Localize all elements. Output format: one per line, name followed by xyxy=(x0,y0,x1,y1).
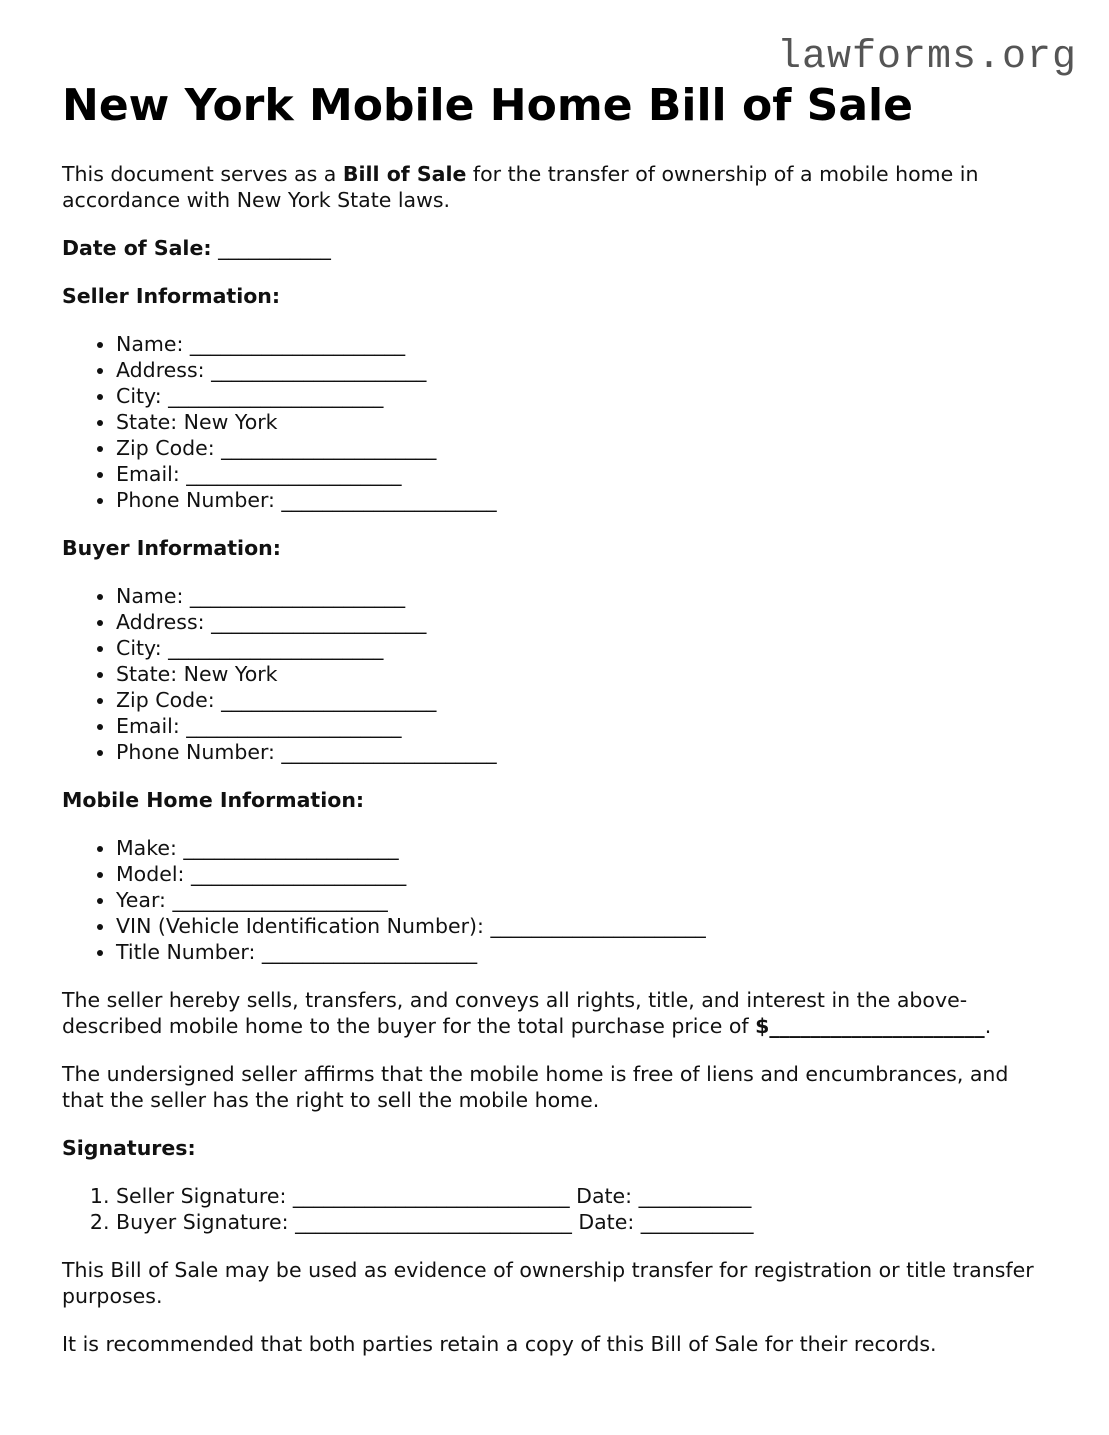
purchase-price-blank: $_____________________ xyxy=(755,1014,985,1039)
watermark-logo: lawforms.org xyxy=(776,35,1077,80)
mobile-home-title-number: • Title Number: _____________________ xyxy=(116,939,1052,965)
page-title: New York Mobile Home Bill of Sale xyxy=(62,80,913,131)
intro-paragraph xyxy=(62,161,1052,213)
seller-email: • Email: _____________________ xyxy=(116,461,1052,487)
intro-text-before: This document serves as a xyxy=(62,162,343,187)
conveyance-text: The seller hereby sells, transfers, and conveys all rights, title, and interest in the above-described mobile home to the buyer for the total purchase price of xyxy=(62,988,968,1039)
buyer-address: • Address: _____________________ xyxy=(116,609,1052,635)
seller-list xyxy=(62,331,1052,513)
conveyance-end: . xyxy=(984,1014,992,1039)
intro-text-after: for the transfer of ownership of a mobile home in accordance with New York State laws. xyxy=(62,162,979,213)
buyer-signature-line: 2. Buyer Signature: ___________________________ Date: ___________ xyxy=(116,1209,1052,1235)
seller-name: • Name: _____________________ xyxy=(116,331,1052,357)
mobile-home-vin: • VIN (Vehicle Identification Number): _____________________ xyxy=(116,913,1052,939)
buyer-heading: Buyer Information: xyxy=(62,536,281,561)
buyer-email: • Email: _____________________ xyxy=(116,713,1052,739)
affirmation-paragraph: The undersigned seller affirms that the mobile home is free of liens and encumbrances, and that the seller has the right to sell the mobile home. xyxy=(62,1062,1009,1113)
conveyance-paragraph xyxy=(62,987,1052,1039)
mobile-home-year: • Year: _____________________ xyxy=(116,887,1052,913)
seller-zip: • Zip Code: _____________________ xyxy=(116,435,1052,461)
seller-phone: • Phone Number: _____________________ xyxy=(116,487,1052,513)
mobile-home-model: • Model: _____________________ xyxy=(116,861,1052,887)
mobile-home-make: • Make: _____________________ xyxy=(116,835,1052,861)
buyer-zip: • Zip Code: _____________________ xyxy=(116,687,1052,713)
evidence-note: This Bill of Sale may be used as evidence of ownership transfer for registration or title transfer purposes. xyxy=(62,1258,1034,1309)
seller-signature-line: 1. Seller Signature: ___________________________ Date: ___________ xyxy=(116,1183,1052,1209)
mobile-home-heading: Mobile Home Information: xyxy=(62,788,365,813)
mobile-home-list xyxy=(62,835,1052,965)
seller-state: • State: New York xyxy=(116,409,1052,435)
signatures-heading: Signatures: xyxy=(62,1136,196,1161)
signatures-list xyxy=(62,1183,1052,1235)
buyer-list xyxy=(62,583,1052,765)
seller-heading: Seller Information: xyxy=(62,284,281,309)
buyer-state: • State: New York xyxy=(116,661,1052,687)
buyer-phone: • Phone Number: _____________________ xyxy=(116,739,1052,765)
retain-note: It is recommended that both parties retain a copy of this Bill of Sale for their records. xyxy=(62,1332,937,1357)
seller-city: • City: _____________________ xyxy=(116,383,1052,409)
buyer-name: • Name: _____________________ xyxy=(116,583,1052,609)
date-of-sale-blank: ___________ xyxy=(218,236,331,261)
date-of-sale xyxy=(62,235,1052,261)
intro-bold-term: Bill of Sale xyxy=(342,162,467,187)
buyer-city: • City: _____________________ xyxy=(116,635,1052,661)
seller-address: • Address: _____________________ xyxy=(116,357,1052,383)
document-body xyxy=(62,82,1052,1357)
date-of-sale-label: Date of Sale: xyxy=(62,236,212,261)
